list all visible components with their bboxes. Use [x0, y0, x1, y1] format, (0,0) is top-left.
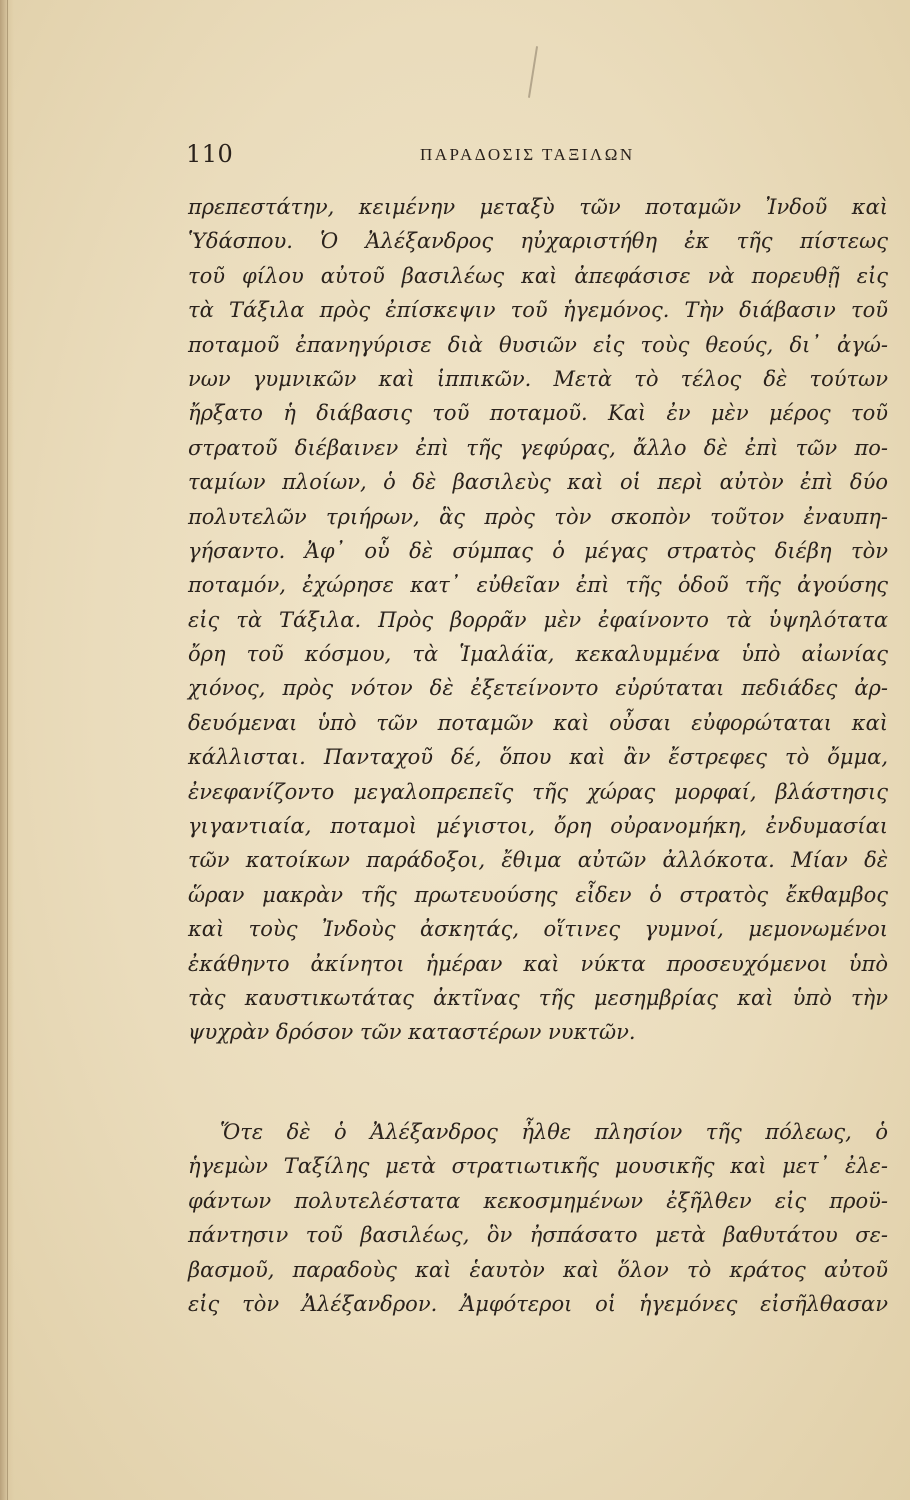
page-header: [186, 140, 886, 180]
text-line: ὄρη τοῦ κόσμου, τὰ Ἱμαλάϊα, κεκαλυμμένα ὑπὸ αἰωνίας: [188, 642, 888, 667]
text-line: καὶ τοὺς Ἰνδοὺς ἀσκητάς, οἵτινες γυμνοί, μεμονωμένοι: [188, 917, 888, 942]
text-line: ποταμόν, ἐχώρησε κατ᾽ εὐθεῖαν ἐπὶ τῆς ὁδοῦ τῆς ἀγούσης: [188, 573, 888, 598]
page-number: 110: [186, 140, 234, 168]
text-line: χιόνος, πρὸς νότον δὲ ἐξετείνοντο εὐρύταται πεδιάδες ἀρ-: [188, 676, 888, 701]
text-line: ποταμοῦ ἐπανηγύρισε διὰ θυσιῶν εἰς τοὺς θεούς, δι᾽ ἀγώ-: [188, 332, 888, 357]
binding-line: [7, 0, 8, 1500]
text-line: δευόμεναι ὑπὸ τῶν ποταμῶν καὶ οὖσαι εὐφορώταται καὶ: [188, 710, 888, 735]
running-head: ΠΑΡΑΔΟΣΙΣ ΤΑΞΙΛΩΝ: [420, 145, 635, 164]
text-line: Ὑδάσπου. Ὁ Ἀλέξανδρος ηὐχαριστήθη ἐκ τῆς πίστεως: [188, 229, 888, 254]
text-line: πολυτελῶν τριήρων, ἃς πρὸς τὸν σκοπὸν τοῦτον ἐναυπη-: [188, 504, 888, 529]
text-line: τῶν κατοίκων παράδοξοι, ἔθιμα αὐτῶν ἀλλόκοτα. Μίαν δὲ: [188, 848, 888, 873]
text-line: ταμίων πλοίων, ὁ δὲ βασιλεὺς καὶ οἱ περὶ αὐτὸν ἐπὶ δύο: [188, 470, 888, 495]
text-line: ἐνεφανίζοντο μεγαλοπρεπεῖς τῆς χώρας μορφαί, βλάστησις: [188, 779, 888, 804]
text-line: τὰς καυστικωτάτας ἀκτῖνας τῆς μεσημβρίας καὶ ὑπὸ τὴν: [188, 985, 888, 1010]
text-line: πάντησιν τοῦ βασιλέως, ὃν ἠσπάσατο μετὰ βαθυτάτου σε-: [188, 1223, 888, 1248]
text-line: ἤρξατο ἡ διάβασις τοῦ ποταμοῦ. Καὶ ἐν μὲν μέρος τοῦ: [188, 401, 888, 426]
text-line: Ὅτε δὲ ὁ Ἀλέξανδρος ἦλθε πλησίον τῆς πόλεως, ὁ: [220, 1120, 888, 1144]
text-line: βασμοῦ, παραδοὺς καὶ ἑαυτὸν καὶ ὅλον τὸ κράτος αὐτοῦ: [188, 1257, 888, 1282]
text-line: στρατοῦ διέβαινεν ἐπὶ τῆς γεφύρας, ἄλλο δὲ ἐπὶ τῶν πο-: [188, 435, 888, 460]
text-line: κάλλισται. Πανταχοῦ δέ, ὅπου καὶ ἂν ἔστρεφες τὸ ὄμμα,: [188, 745, 888, 770]
text-line: τοῦ φίλου αὐτοῦ βασιλέως καὶ ἀπεφάσισε νὰ πορευθῇ εἰς: [188, 263, 888, 288]
text-line: γιγαντιαία, ποταμοὶ μέγιστοι, ὄρη οὐρανομήκη, ἐνδυμασίαι: [188, 814, 888, 839]
text-line: τὰ Τάξιλα πρὸς ἐπίσκεψιν τοῦ ἡγεμόνος. Τὴν διάβασιν τοῦ: [188, 298, 888, 323]
text-line: πρεπεστάτην, κειμένην μεταξὺ τῶν ποταμῶν Ἰνδοῦ καὶ: [188, 195, 888, 219]
text-line: γήσαντο. Ἀφ᾽ οὗ δὲ σύμπας ὁ μέγας στρατὸς διέβη τὸν: [188, 538, 888, 563]
text-line: εἰς τὸν Ἀλέξανδρον. Ἀμφότεροι οἱ ἡγεμόνες εἰσῆλθασαν: [188, 1291, 888, 1316]
text-line: φάντων πολυτελέστατα κεκοσμημένων ἐξῆλθεν εἰς προϋ-: [188, 1188, 888, 1213]
paragraph-1: [188, 190, 888, 1050]
pencil-mark: [528, 46, 538, 98]
paragraph-2: [188, 1115, 888, 1321]
text-line: ἐκάθηντο ἀκίνητοι ἡμέραν καὶ νύκτα προσευχόμενοι ὑπὸ: [188, 951, 888, 976]
text-line: εἰς τὰ Τάξιλα. Πρὸς βορρᾶν μὲν ἐφαίνοντο τὰ ὑψηλότατα: [188, 607, 888, 632]
text-line: ψυχρὰν δρόσον τῶν καταστέρων νυκτῶν.: [188, 1020, 636, 1045]
text-line: ὥραν μακρὰν τῆς πρωτευούσης εἶδεν ὁ στρατὸς ἔκθαμβος: [188, 882, 888, 907]
text-line: ἡγεμὼν Ταξίλης μετὰ στρατιωτικῆς μουσικῆς καὶ μετ᾽ ἐλε-: [188, 1154, 888, 1179]
text-line: νων γυμνικῶν καὶ ἱππικῶν. Μετὰ τὸ τέλος δὲ τούτων: [188, 366, 888, 391]
